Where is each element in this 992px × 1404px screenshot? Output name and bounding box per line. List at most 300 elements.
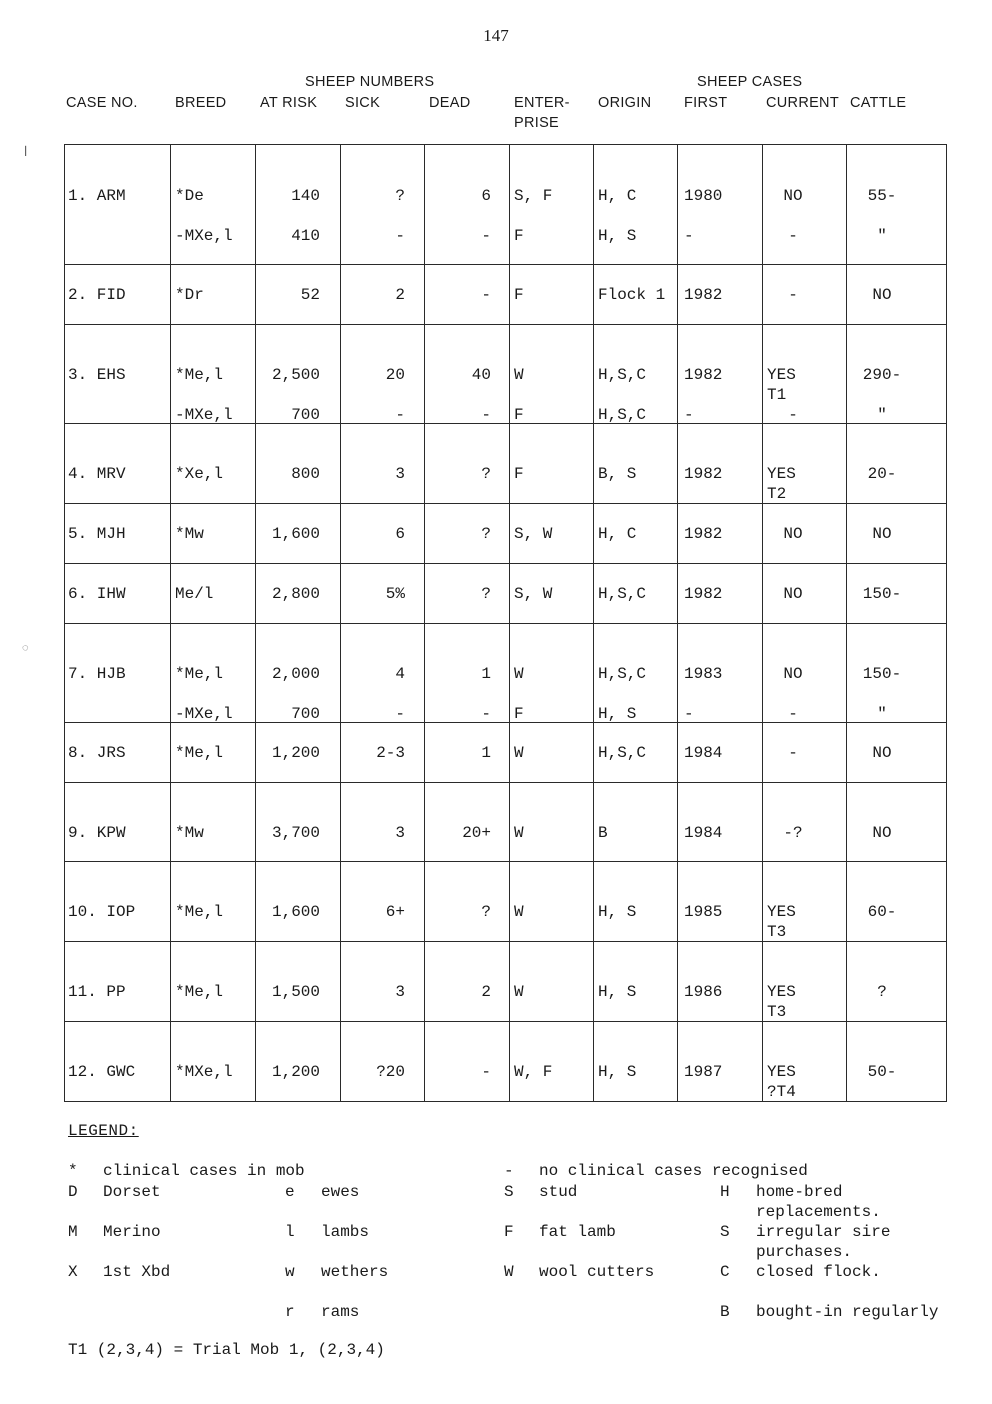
origin-value: H, C xyxy=(598,187,637,205)
case-no-value: 7. HJB xyxy=(68,665,126,683)
enterprise-value: W xyxy=(514,744,524,762)
cell-at-risk xyxy=(256,783,341,862)
header-origin: ORIGIN xyxy=(598,95,652,111)
cell-first xyxy=(678,862,763,942)
first-value: - xyxy=(684,406,694,424)
origin-value: B xyxy=(598,824,608,842)
current-value: YES xyxy=(767,465,796,483)
enterprise-value: W xyxy=(514,665,524,683)
current-value: - xyxy=(788,227,798,245)
current-value: - xyxy=(788,705,798,723)
sick-value: 20 xyxy=(385,366,405,384)
first-value: 1987 xyxy=(684,1063,723,1081)
enterprise-value: S, W xyxy=(514,525,553,543)
header-enterprise-cont: PRISE xyxy=(514,115,560,131)
cell-origin xyxy=(594,723,678,783)
cell-origin xyxy=(594,942,678,1022)
cell-case-no xyxy=(65,862,171,942)
sick-value: 6+ xyxy=(385,903,405,921)
legend-origin-desc: closed flock. xyxy=(756,1263,881,1281)
first-value: 1980 xyxy=(684,187,723,205)
header-sick: SICK xyxy=(345,95,381,111)
table-row xyxy=(65,265,947,325)
cell-cattle xyxy=(847,942,947,1022)
legend-enterprise-symbol: W xyxy=(504,1263,514,1281)
dead-value: ? xyxy=(481,525,491,543)
cell-sick xyxy=(341,723,425,783)
first-value: 1982 xyxy=(684,525,723,543)
sick-value: 4 xyxy=(395,665,405,683)
cattle-value: NO xyxy=(872,286,892,304)
cell-at-risk xyxy=(256,723,341,783)
first-value: 1985 xyxy=(684,903,723,921)
page-number: 147 xyxy=(483,26,509,45)
legend-enterprise-desc: stud xyxy=(539,1183,578,1201)
cell-sick xyxy=(341,145,425,265)
current-trial-value: T3 xyxy=(767,1003,787,1021)
table-row xyxy=(65,624,947,723)
enterprise-value: W, F xyxy=(514,1063,553,1081)
case-no-value: 8. JRS xyxy=(68,744,126,762)
enterprise-value: W xyxy=(514,983,524,1001)
current-value: YES xyxy=(767,366,796,384)
current-value: -? xyxy=(783,824,803,842)
cell-enterprise xyxy=(510,1022,594,1102)
header-at-risk: AT RISK xyxy=(260,95,318,111)
cattle-value: 290- xyxy=(862,366,902,384)
cell-at-risk xyxy=(256,624,341,723)
legend-breed-symbol: X xyxy=(68,1263,78,1281)
cattle-value: NO xyxy=(872,824,892,842)
breed-value: *Me,l xyxy=(175,983,224,1001)
cell-current xyxy=(763,783,847,862)
cell-cattle xyxy=(847,783,947,862)
cell-current xyxy=(763,325,847,424)
legend-stock-desc: ewes xyxy=(321,1183,360,1201)
first-value: - xyxy=(684,705,694,723)
cell-first xyxy=(678,265,763,325)
table-row xyxy=(65,325,947,424)
sick-value: - xyxy=(395,705,405,723)
at-risk-value: 1,600 xyxy=(271,525,320,543)
at-risk-value: 700 xyxy=(291,705,320,723)
cattle-value: 150- xyxy=(862,585,902,603)
cell-case-no xyxy=(65,504,171,564)
legend-enterprise-symbol: - xyxy=(504,1162,514,1180)
enterprise-value: W xyxy=(514,366,524,384)
cell-enterprise xyxy=(510,862,594,942)
cell-origin xyxy=(594,862,678,942)
header-cattle: CATTLE xyxy=(850,95,907,111)
breed-value: Me/l xyxy=(175,585,214,603)
sick-value: ? xyxy=(395,187,405,205)
enterprise-value: F xyxy=(514,465,524,483)
current-value: NO xyxy=(783,585,803,603)
current-value: YES xyxy=(767,1063,796,1081)
cell-enterprise xyxy=(510,564,594,624)
cell-breed xyxy=(171,504,256,564)
cell-origin xyxy=(594,325,678,424)
cell-current xyxy=(763,504,847,564)
breed-value: *Mw xyxy=(175,525,204,543)
cell-sick xyxy=(341,265,425,325)
cell-enterprise xyxy=(510,145,594,265)
dead-value: 40 xyxy=(471,366,491,384)
legend-enterprise-desc: fat lamb xyxy=(539,1223,616,1241)
sick-value: 6 xyxy=(395,525,405,543)
at-risk-value: 410 xyxy=(291,227,320,245)
cell-sick xyxy=(341,325,425,424)
cell-dead xyxy=(425,564,510,624)
dead-value: - xyxy=(481,705,491,723)
origin-value: H, S xyxy=(598,705,637,723)
at-risk-value: 2,800 xyxy=(271,585,320,603)
at-risk-value: 140 xyxy=(291,187,320,205)
header-first: FIRST xyxy=(684,95,728,111)
origin-value: H, S xyxy=(598,983,637,1001)
cell-enterprise xyxy=(510,783,594,862)
cell-enterprise xyxy=(510,325,594,424)
cell-dead xyxy=(425,265,510,325)
cell-at-risk xyxy=(256,564,341,624)
cell-dead xyxy=(425,145,510,265)
legend-breed-desc: clinical cases in mob xyxy=(103,1162,305,1180)
first-value: 1982 xyxy=(684,366,723,384)
case-no-value: 1. ARM xyxy=(68,187,126,205)
cell-case-no xyxy=(65,265,171,325)
header-sheep-numbers: SHEEP NUMBERS xyxy=(305,74,435,90)
dead-value: 1 xyxy=(481,744,491,762)
first-value: 1984 xyxy=(684,824,723,842)
sick-value: 3 xyxy=(395,983,405,1001)
dead-value: - xyxy=(481,227,491,245)
cell-breed xyxy=(171,145,256,265)
cell-dead xyxy=(425,783,510,862)
cell-dead xyxy=(425,942,510,1022)
cell-enterprise xyxy=(510,504,594,564)
at-risk-value: 700 xyxy=(291,406,320,424)
header-current: CURRENT xyxy=(766,95,839,111)
cattle-value: " xyxy=(877,227,887,245)
first-value: 1982 xyxy=(684,465,723,483)
legend-enterprise-desc: no clinical cases recognised xyxy=(539,1162,808,1180)
enterprise-value: F xyxy=(514,406,524,424)
table-row xyxy=(65,862,947,942)
cattle-value: NO xyxy=(872,744,892,762)
dead-value: ? xyxy=(481,465,491,483)
cell-origin xyxy=(594,624,678,723)
cattle-value: 55- xyxy=(867,187,897,205)
cell-at-risk xyxy=(256,942,341,1022)
breed-value: *Me,l xyxy=(175,366,224,384)
header-breed: BREED xyxy=(175,95,227,111)
sick-value: 3 xyxy=(395,824,405,842)
cell-case-no xyxy=(65,723,171,783)
first-value: 1986 xyxy=(684,983,723,1001)
legend-stock-symbol: e xyxy=(285,1183,295,1201)
enterprise-value: F xyxy=(514,705,524,723)
at-risk-value: 52 xyxy=(300,286,320,304)
legend-origin-desc: bought-in regularly xyxy=(756,1303,939,1321)
case-no-value: 10. IOP xyxy=(68,903,136,921)
cell-sick xyxy=(341,504,425,564)
at-risk-value: 2,000 xyxy=(271,665,320,683)
legend-stock-desc: lambs xyxy=(321,1223,370,1241)
cell-first xyxy=(678,145,763,265)
cell-case-no xyxy=(65,624,171,723)
cell-sick xyxy=(341,942,425,1022)
cell-at-risk xyxy=(256,145,341,265)
cell-origin xyxy=(594,504,678,564)
table-row xyxy=(65,424,947,504)
breed-value: *Mw xyxy=(175,824,204,842)
enterprise-value: S, F xyxy=(514,187,553,205)
table-row xyxy=(65,723,947,783)
cattle-value: 20- xyxy=(867,465,897,483)
header-enterprise: ENTER- xyxy=(514,95,570,111)
cell-origin xyxy=(594,265,678,325)
cell-cattle xyxy=(847,564,947,624)
cell-at-risk xyxy=(256,265,341,325)
cell-current xyxy=(763,1022,847,1102)
origin-value: H, C xyxy=(598,525,637,543)
cell-cattle xyxy=(847,723,947,783)
enterprise-value: W xyxy=(514,903,524,921)
first-value: 1982 xyxy=(684,286,723,304)
cell-dead xyxy=(425,723,510,783)
cell-enterprise xyxy=(510,424,594,504)
breed-value: *Me,l xyxy=(175,903,224,921)
origin-value: H, S xyxy=(598,903,637,921)
cell-case-no xyxy=(65,1022,171,1102)
cell-at-risk xyxy=(256,1022,341,1102)
case-no-value: 11. PP xyxy=(68,983,126,1001)
origin-value: Flock 1 xyxy=(598,286,666,304)
table-row xyxy=(65,942,947,1022)
breed-value: *MXe,l xyxy=(175,1063,233,1081)
cell-dead xyxy=(425,424,510,504)
cell-breed xyxy=(171,564,256,624)
case-no-value: 4. MRV xyxy=(68,465,126,483)
legend-stock-symbol: w xyxy=(285,1263,295,1281)
origin-value: H,S,C xyxy=(598,665,647,683)
cattle-value: 150- xyxy=(862,665,902,683)
breed-value: -MXe,l xyxy=(175,227,233,245)
cell-dead xyxy=(425,325,510,424)
cell-first xyxy=(678,624,763,723)
legend-breed-symbol: D xyxy=(68,1183,78,1201)
cell-current xyxy=(763,564,847,624)
cell-origin xyxy=(594,145,678,265)
cell-origin xyxy=(594,564,678,624)
current-value: YES xyxy=(767,903,796,921)
cell-first xyxy=(678,564,763,624)
breed-value: *Xe,l xyxy=(175,465,224,483)
origin-value: B, S xyxy=(598,465,637,483)
cattle-value: 50- xyxy=(867,1063,897,1081)
table-row xyxy=(65,145,947,265)
at-risk-value: 2,500 xyxy=(271,366,320,384)
cell-current xyxy=(763,862,847,942)
cell-enterprise xyxy=(510,723,594,783)
origin-value: H,S,C xyxy=(598,366,647,384)
sick-value: - xyxy=(395,406,405,424)
legend-origin-desc: home-bred xyxy=(756,1183,843,1201)
legend-stock-desc: rams xyxy=(321,1303,360,1321)
dead-value: ? xyxy=(481,903,491,921)
cell-breed xyxy=(171,624,256,723)
cell-cattle xyxy=(847,504,947,564)
enterprise-value: S, W xyxy=(514,585,553,603)
cell-current xyxy=(763,424,847,504)
legend-enterprise-desc: wool cutters xyxy=(539,1263,655,1281)
cell-case-no xyxy=(65,145,171,265)
cattle-value: " xyxy=(877,705,887,723)
cell-sick xyxy=(341,624,425,723)
current-value: - xyxy=(788,744,798,762)
cell-current xyxy=(763,942,847,1022)
enterprise-value: F xyxy=(514,227,524,245)
header-case-no: CASE NO. xyxy=(66,95,138,111)
cell-sick xyxy=(341,783,425,862)
cell-breed xyxy=(171,862,256,942)
legend-breed-symbol: * xyxy=(68,1162,78,1180)
table-row xyxy=(65,504,947,564)
cell-current xyxy=(763,265,847,325)
cell-cattle xyxy=(847,1022,947,1102)
cell-first xyxy=(678,1022,763,1102)
origin-value: H, S xyxy=(598,227,637,245)
cell-breed xyxy=(171,723,256,783)
case-no-value: 3. EHS xyxy=(68,366,126,384)
cell-enterprise xyxy=(510,942,594,1022)
at-risk-value: 1,600 xyxy=(271,903,320,921)
cell-sick xyxy=(341,564,425,624)
cell-breed xyxy=(171,783,256,862)
cell-cattle xyxy=(847,265,947,325)
first-value: 1983 xyxy=(684,665,723,683)
origin-value: H,S,C xyxy=(598,585,647,603)
current-value: - xyxy=(788,406,798,424)
cell-case-no xyxy=(65,424,171,504)
legend-breed-symbol: M xyxy=(68,1223,78,1241)
origin-value: H,S,C xyxy=(598,406,647,424)
cell-origin xyxy=(594,1022,678,1102)
current-value: - xyxy=(788,286,798,304)
enterprise-value: W xyxy=(514,824,524,842)
breed-value: -MXe,l xyxy=(175,406,233,424)
legend-origin-symbol: B xyxy=(720,1303,730,1321)
cell-dead xyxy=(425,624,510,723)
table-row xyxy=(65,1022,947,1102)
dead-value: 20+ xyxy=(462,824,491,842)
cell-dead xyxy=(425,504,510,564)
origin-value: H,S,C xyxy=(598,744,647,762)
cell-enterprise xyxy=(510,265,594,325)
cell-cattle xyxy=(847,624,947,723)
sick-value: 2 xyxy=(395,286,405,304)
cattle-value: NO xyxy=(872,525,892,543)
sick-value: ?20 xyxy=(376,1063,405,1081)
current-value: YES xyxy=(767,983,796,1001)
cattle-value: 60- xyxy=(867,903,897,921)
cell-first xyxy=(678,783,763,862)
origin-value: H, S xyxy=(598,1063,637,1081)
cell-breed xyxy=(171,424,256,504)
cell-dead xyxy=(425,862,510,942)
cell-current xyxy=(763,624,847,723)
legend-breed-desc: 1st Xbd xyxy=(103,1263,171,1281)
header-dead: DEAD xyxy=(429,95,471,111)
cell-current xyxy=(763,145,847,265)
cell-cattle xyxy=(847,862,947,942)
at-risk-value: 3,700 xyxy=(271,824,320,842)
case-no-value: 9. KPW xyxy=(68,824,126,842)
breed-value: *Me,l xyxy=(175,665,224,683)
cell-enterprise xyxy=(510,624,594,723)
cell-case-no xyxy=(65,564,171,624)
cell-first xyxy=(678,723,763,783)
cell-case-no xyxy=(65,942,171,1022)
cell-at-risk xyxy=(256,862,341,942)
cell-first xyxy=(678,424,763,504)
cell-current xyxy=(763,723,847,783)
legend-stock-symbol: r xyxy=(285,1303,295,1321)
footnote: T1 (2,3,4) = Trial Mob 1, (2,3,4) xyxy=(68,1341,385,1359)
breed-value: *Dr xyxy=(175,286,204,304)
dead-value: - xyxy=(481,286,491,304)
legend-origin-symbol: H xyxy=(720,1183,730,1201)
dead-value: ? xyxy=(481,585,491,603)
dead-value: 6 xyxy=(481,187,491,205)
current-trial-value: T2 xyxy=(767,485,787,503)
case-no-value: 12. GWC xyxy=(68,1063,136,1081)
cell-breed xyxy=(171,1022,256,1102)
sick-value: 2-3 xyxy=(376,744,405,762)
table-row xyxy=(65,783,947,862)
legend-origin-symbol: S xyxy=(720,1223,730,1241)
cell-case-no xyxy=(65,325,171,424)
cell-breed xyxy=(171,265,256,325)
enterprise-value: F xyxy=(514,286,524,304)
sheep-cases-table xyxy=(64,144,947,1102)
margin-mark: ꟾ xyxy=(24,147,28,159)
current-value: NO xyxy=(783,665,803,683)
breed-value: *Me,l xyxy=(175,744,224,762)
breed-value: *De xyxy=(175,187,204,205)
cell-at-risk xyxy=(256,424,341,504)
legend-origin-symbol: C xyxy=(720,1263,730,1281)
legend-enterprise-symbol: S xyxy=(504,1183,514,1201)
first-value: 1984 xyxy=(684,744,723,762)
case-no-value: 5. MJH xyxy=(68,525,126,543)
sick-value: - xyxy=(395,227,405,245)
table-row xyxy=(65,564,947,624)
legend-origin-desc-cont: purchases. xyxy=(756,1243,853,1261)
dead-value: - xyxy=(481,406,491,424)
cell-dead xyxy=(425,1022,510,1102)
case-no-value: 2. FID xyxy=(68,286,126,304)
at-risk-value: 1,500 xyxy=(271,983,320,1001)
cell-breed xyxy=(171,325,256,424)
case-no-value: 6. IHW xyxy=(68,585,126,603)
breed-value: -MXe,l xyxy=(175,705,233,723)
legend-origin-desc: irregular sire xyxy=(756,1223,891,1241)
cell-cattle xyxy=(847,424,947,504)
cell-cattle xyxy=(847,145,947,265)
header-sheep-cases: SHEEP CASES xyxy=(697,74,803,90)
legend-title: LEGEND: xyxy=(68,1122,139,1140)
